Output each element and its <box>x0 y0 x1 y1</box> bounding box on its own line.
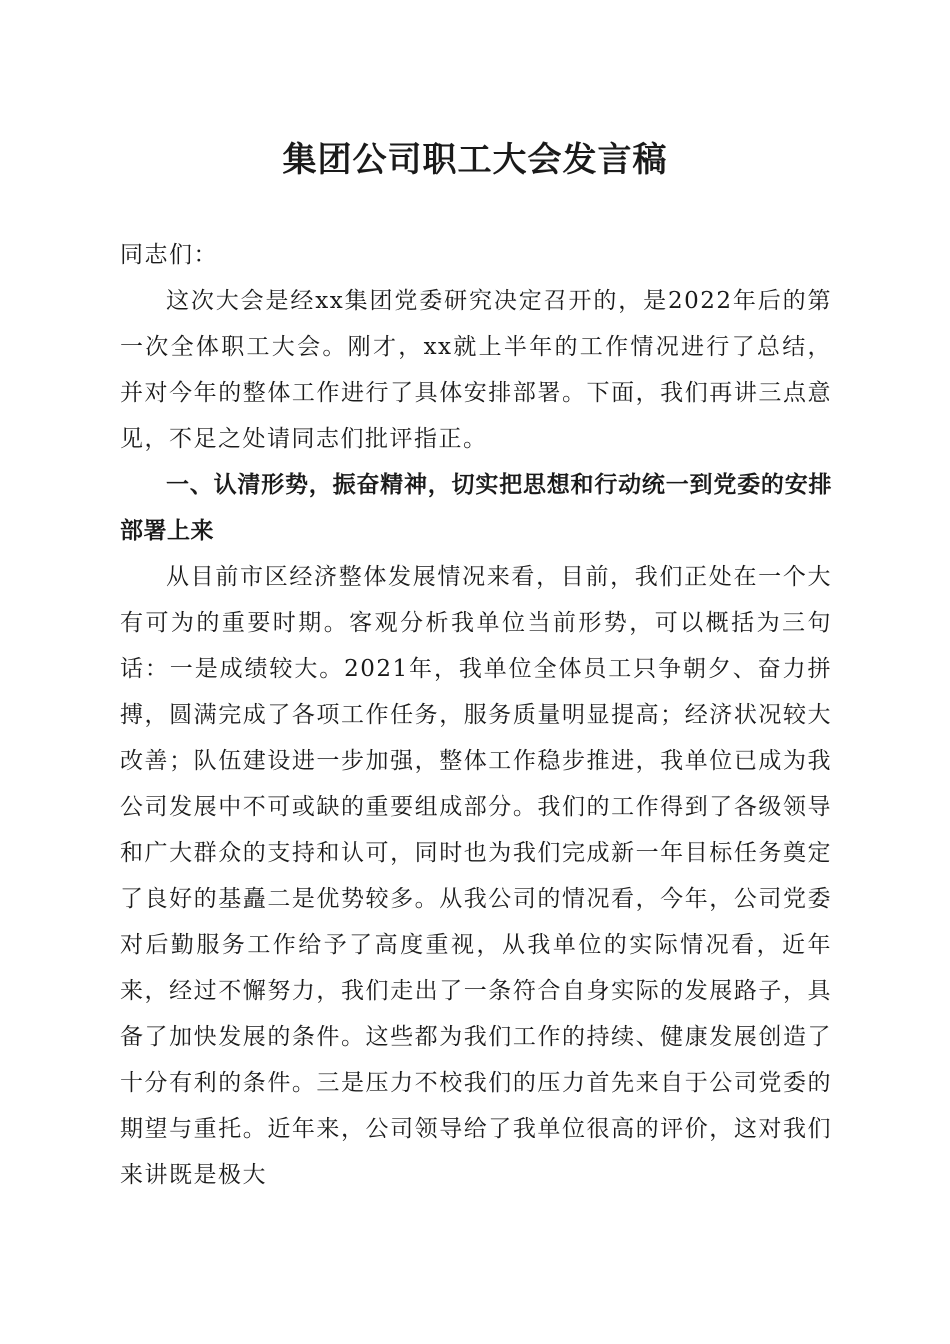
intro-paragraph: 这次大会是经xx集团党委研究决定召开的，是2022年后的第一次全体职工大会。刚才，xx就上半年的工作情况进行了总结，并对今年的整体工作进行了具体安排部署。下面，我们再讲三点意见，不足之处请同志们批评指正。 <box>120 288 832 452</box>
document-title: 集团公司职工大会发言稿 <box>282 140 668 180</box>
section-1-heading: 一、认清形势，振奋精神，切实把思想和行动统一到党委的安排部署上来 <box>120 472 832 544</box>
section-1-paragraph: 从目前市区经济整体发展情况来看，目前，我们正处在一个大有可为的重要时期。客观分析我单位当前形势，可以概括为三句话：一是成绩较大。2021年，我单位全体员工只争朝夕、奋力拼搏，圆满完成了各项工作任务，服务质量明显提高；经济状况较大改善；队伍建设进一步加强，整体工作稳步推进，我单位已成为我公司发展中不可或缺的重要组成部分。我们的工作得到了各级领导和广大群众的支持和认可，同时也为我们完成新一年目标任务奠定了良好的基矗二是优势较多。从我公司的情况看，今年，公司党委对后勤服务工作给予了高度重视，从我单位的实际情况看，近年来，经过不懈努力，我们走出了一条符合自身实际的发展路子，具备了加快发展的条件。这些都为我们工作的持续、健康发展创造了十分有利的条件。三是压力不校我们的压力首先来自于公司党委的期望与重托。近年来，公司领导给了我单位很高的评价，这对我们来讲既是极大 <box>120 564 832 1188</box>
document-body <box>120 232 832 1198</box>
salutation: 同志们： <box>120 242 218 268</box>
